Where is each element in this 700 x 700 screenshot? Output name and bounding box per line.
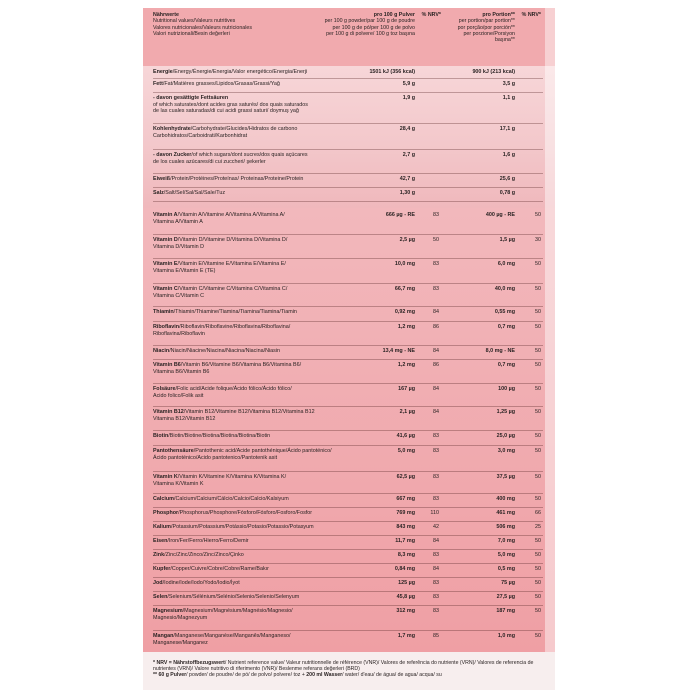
value-per-100g: 2,7 g [402, 152, 415, 158]
nutrient-name-line2: Acido folico/Folik asit [153, 392, 204, 399]
row-divider [153, 149, 543, 150]
nrv-column-gutter [545, 8, 555, 652]
nutrient-name-line2: Vitamina B12/Vitamin B12 [153, 415, 216, 422]
nutrient-name-bold: - davon Zucker [153, 152, 192, 158]
value-per-100g: 13,4 mg - NE [382, 348, 415, 354]
nutrient-name-translations: /Folic acid/Acide folique/Ácido fólico/Ácido fólico/ [175, 386, 292, 392]
nutrient-name-bold: Vitamin B6 [153, 362, 181, 368]
value-per-portion: 506 mg [496, 524, 515, 530]
nutrient-name [153, 152, 358, 165]
value-per-portion: 17,1 g [499, 126, 515, 132]
nutrient-name-line2: Vitamina B6/Vitamin B6 [153, 368, 210, 375]
nutrient-name [153, 580, 358, 587]
footnote-portion-label: ** 60 g Pulver [153, 672, 187, 679]
nrv-per-portion: 50 [535, 212, 541, 218]
nutrient-name-line2: Ácido pantoténico/Acido pantotenico/Pantotenik asit [153, 454, 278, 461]
value-per-portion: 0,5 mg [497, 566, 515, 572]
value-per-100g: 2,1 µg [399, 409, 415, 415]
nrv-per-portion: 50 [535, 362, 541, 368]
nutrient-name-line2: Vitamina K/Vitamin K [153, 480, 204, 487]
nutrient-name-translations: /Vitamin E/Vitamine E/Vitamina E/Vitamina E/ [177, 261, 286, 267]
nrv-per-portion: 50 [535, 633, 541, 639]
nrv-per-portion: 50 [535, 552, 541, 558]
nrv-per-100g: 84 [433, 309, 439, 315]
nutrient-name-line2: Vitamina C/Vitamin C [153, 292, 205, 299]
value-per-portion: 5,0 mg [497, 552, 515, 558]
nrv-per-100g: 83 [433, 496, 439, 502]
value-per-portion: 400 µg - RE [485, 212, 515, 218]
nutrient-name [153, 433, 358, 440]
nutrient-name-bold: Niacin [153, 348, 170, 354]
value-per-portion: 8,0 mg - NE [485, 348, 515, 354]
row-divider [153, 92, 543, 93]
nrv-per-100g: 84 [433, 348, 439, 354]
value-per-portion: 1,1 g [502, 95, 515, 101]
nutrient-name-line2: Vitamina A/Vitamin A [153, 218, 203, 225]
nutrient-name-bold: - davon gesättigte Fettsäuren [153, 95, 229, 101]
row-divider [153, 123, 543, 124]
nutrient-name-bold: Pantothensäure [153, 448, 194, 454]
nrv-per-100g: 84 [433, 538, 439, 544]
value-per-portion: 187 mg [496, 608, 515, 614]
value-per-portion: 40,0 mg [494, 286, 515, 292]
header-lang-1: Nutritional values/Valeurs nutritives [153, 18, 236, 25]
row-divider [153, 507, 543, 508]
nutrient-name [153, 538, 358, 545]
nrv-per-portion: 50 [535, 386, 541, 392]
value-per-100g: 2,5 µg [399, 237, 415, 243]
value-per-portion: 0,7 mg [497, 324, 515, 330]
value-per-portion: 7,0 mg [497, 538, 515, 544]
nrv-per-portion: 50 [535, 409, 541, 415]
header-per100-line3: per 100 g di polvere/ 100 g toz başına [326, 30, 415, 37]
row-divider [153, 359, 543, 360]
value-per-portion: 900 kJ (213 kcal) [472, 69, 515, 75]
nrv-per-100g: 83 [433, 212, 439, 218]
value-per-portion: 0,55 mg [494, 309, 515, 315]
nutrient-name-bold: Vitamin D [153, 237, 178, 243]
nutrient-name [153, 409, 358, 422]
row-divider [153, 173, 543, 174]
nutrient-name-bold: Phosphor [153, 510, 179, 516]
value-per-portion: 6,0 mg [497, 261, 515, 267]
nutrient-name [153, 81, 358, 88]
nutrient-name-translations: /Manganese/Manganèse/Manganês/Manganeso/ [173, 633, 291, 639]
nutrient-name-line2: Riboflavina/Riboflavin [153, 330, 205, 337]
nutrient-name [153, 566, 358, 573]
nutrient-name-bold: Energie [153, 69, 173, 75]
nutrient-name [153, 212, 358, 225]
header-lang-2: Valores nutricionales/Valeurs nutricionales [153, 24, 253, 31]
nutrient-name-bold: Kalium [153, 524, 171, 530]
nutrient-name-line2: Manganese/Manganez [153, 639, 208, 646]
header-title: Nährwerte [153, 12, 179, 18]
nutrient-name-line2: of which saturates/dont acides gras saturés/ dos quais saturados [153, 101, 308, 108]
nutrient-name-translations: /Copper/Cuivre/Cobre/Cobre/Rame/Bakır [170, 566, 269, 572]
nutrient-name-bold: Biotin [153, 433, 169, 439]
nutrient-name [153, 190, 358, 197]
nutrient-name [153, 261, 358, 274]
nutrient-name-translations: /Carbohydrate/Glucides/Hidratos de carbono [190, 126, 298, 132]
nutrient-name [153, 362, 358, 375]
row-divider [153, 234, 543, 235]
value-per-100g: 66,7 mg [394, 286, 415, 292]
row-divider [153, 406, 543, 407]
value-per-100g: 666 µg - RE [385, 212, 415, 218]
nutrient-name-bold: Salz [153, 190, 164, 196]
value-per-portion: 1,6 g [502, 152, 515, 158]
nrv-per-100g: 86 [433, 362, 439, 368]
value-per-portion: 37,5 µg [496, 474, 515, 480]
nutrient-name-bold: Vitamin A [153, 212, 178, 218]
nutrient-name-translations: /Selenium/Sélénium/Selénio/Selenio/Selenio/Selenyum [167, 594, 300, 600]
nrv-per-portion: 50 [535, 348, 541, 354]
nrv-per-portion: 50 [535, 594, 541, 600]
nutrient-name-bold: Riboflavin [153, 324, 180, 330]
nutrient-name-bold: Eisen [153, 538, 168, 544]
nrv-per-100g: 85 [433, 633, 439, 639]
nutrient-name-translations: /Vitamin D/Vitamine D/Vitamina D/Vitamina D/ [177, 237, 288, 243]
nutrient-name-bold: Fett [153, 81, 163, 87]
nutrient-name [153, 95, 358, 115]
value-per-100g: 843 mg [396, 524, 415, 530]
header-portion-line2: por porção/por porción** [457, 24, 515, 31]
nutrient-name-bold: Calcium [153, 496, 174, 502]
nutrient-name-translations: /Fat/Matières grasses/Lipidos/Grasas/Grassi/Yağ [162, 81, 280, 87]
value-per-portion: 400 mg [496, 496, 515, 502]
nrv-per-portion: 50 [535, 324, 541, 330]
row-divider [153, 563, 543, 564]
nrv-per-portion: 50 [535, 538, 541, 544]
footnote-portion-text: / powder/ de poudre/ de pó/ de polvo/ polvere/ toz + [186, 672, 307, 679]
nutrient-name-translations: /Thiamin/Thiamine/Tiamina/Tiamina/Tiamina/Tiamin [173, 309, 297, 315]
nutrient-name-bold: Jod [153, 580, 163, 586]
value-per-100g: 45,8 µg [396, 594, 415, 600]
value-per-100g: 667 mg [396, 496, 415, 502]
value-per-100g: 1,30 g [399, 190, 415, 196]
nutrient-name-bold: Eiweiß [153, 176, 171, 182]
nrv-per-portion: 50 [535, 580, 541, 586]
value-per-100g: 1,7 mg [397, 633, 415, 639]
footnote-nrv-label: * NRV = Nährstoffbezugswert [153, 660, 225, 666]
value-per-portion: 1,5 µg [499, 237, 515, 243]
nrv-per-100g: 42 [433, 524, 439, 530]
nrv-per-100g: 83 [433, 594, 439, 600]
nutrient-name [153, 510, 358, 517]
nutrient-name-line2: Vitamina E/Vitamin E (TE) [153, 267, 216, 274]
nrv-per-portion: 50 [535, 566, 541, 572]
footnote-water-text: / water/ d'eau/ de água/ de agua/ acqua/ su [342, 672, 442, 679]
value-per-portion: 461 mg [496, 510, 515, 516]
header-portion-line3: per porzione/Porsiyon başına** [463, 30, 515, 44]
nrv-per-portion: 50 [535, 608, 541, 614]
nutrient-name [153, 126, 358, 139]
value-per-100g: 312 mg [396, 608, 415, 614]
nrv-per-100g: 86 [433, 324, 439, 330]
nrv-per-100g: 50 [433, 237, 439, 243]
nutrient-name-translations: /Pantothenic acid/Acide pantothénique/Ácido pantoténico/ [193, 448, 332, 454]
nrv-per-100g: 83 [433, 261, 439, 267]
nutrient-name-bold: Kupfer [153, 566, 171, 572]
value-per-100g: 769 mg [396, 510, 415, 516]
nrv-per-100g: 84 [433, 386, 439, 392]
nrv-per-portion: 66 [535, 510, 541, 516]
value-per-100g: 28,4 g [399, 126, 415, 132]
nutrient-name-bold: Selen [153, 594, 168, 600]
nutrient-name-bold: Mangan [153, 633, 174, 639]
value-per-portion: 0,78 g [499, 190, 515, 196]
nutrient-name-translations: /Niacin/Niacine/Niacina/Niacina/Niacina/Niasin [169, 348, 281, 354]
value-per-portion: 1,0 mg [497, 633, 515, 639]
row-divider [153, 493, 543, 494]
nutrient-name-translations: /Energy/Énergie/Energia/Valor energético/Energia/Enerji [172, 69, 308, 75]
nutrient-name-translations: /Iodine/Iode/Iodo/Yodo/Iodio/İyot [162, 580, 240, 586]
nrv-per-100g: 83 [433, 433, 439, 439]
value-per-100g: 5,0 mg [397, 448, 415, 454]
nutrient-name [153, 69, 358, 76]
nutrient-name-translations: /Iron/Fer/Ferro/Hierro/Ferro/Demir [167, 538, 249, 544]
row-divider [153, 591, 543, 592]
nutrient-name-translations: /Phosphorus/Phosphore/Fósforo/Fósforo/Fosforo/Fosfor [178, 510, 313, 516]
value-per-100g: 0,92 mg [394, 309, 415, 315]
nutrient-name [153, 237, 358, 250]
row-divider [153, 445, 543, 446]
nutrient-name [153, 496, 358, 503]
nrv-per-100g: 83 [433, 580, 439, 586]
row-divider [153, 535, 543, 536]
nrv-per-portion: 30 [535, 237, 541, 243]
row-divider [153, 521, 543, 522]
nutrient-name [153, 448, 358, 461]
header-portion: pro Portion** [482, 12, 515, 18]
header-portion-line1: per portion/par portion** [458, 18, 515, 25]
nutrient-name-translations: /Zinc/Zinc/Zinco/Zinc/Zinco/Çinko [164, 552, 244, 558]
nrv-per-100g: 83 [433, 286, 439, 292]
footnotes [153, 660, 543, 679]
nutrient-name-translations: /Riboflavin/Riboflavine/Riboflavina/Riboflavina/ [179, 324, 291, 330]
value-per-portion: 3,0 mg [497, 448, 515, 454]
row-divider [153, 306, 543, 307]
nutrient-name-line2: de los cuales azúcares/di cui zuccheri/ şekerler [153, 158, 266, 165]
nutrient-name [153, 286, 358, 299]
nutrient-name-translations: /of which sugars/dont sucres/dos quais açúcares [191, 152, 308, 158]
nrv-per-portion: 50 [535, 286, 541, 292]
nutrient-name [153, 633, 358, 646]
nutrient-name-translations: /Magnesium/Magnésium/Magnésio/Magnesio/ [182, 608, 293, 614]
nutrient-name-translations: /Vitamin C/Vitamine C/Vitamina C/Vitamina C/ [177, 286, 288, 292]
footnote-water-label: 200 ml Wasser [306, 672, 343, 679]
value-per-portion: 0,7 mg [497, 362, 515, 368]
nutrient-name-line2: Magnesio/Magnezyum [153, 614, 208, 621]
value-per-100g: 1,2 mg [397, 324, 415, 330]
row-divider [153, 471, 543, 472]
row-divider [153, 187, 543, 188]
row-divider [153, 283, 543, 284]
footnote-nrv-text: / Nutrient reference value/ Valeur nutritionnelle de référence (VNR)/ Valores de referência do nutriente (VRN)/ Valores de referencia de nutrientes (VRN)/ Valore nutritivo di riferimento (VNR)/ Beslenme referans değerleri (BRD) [153, 660, 534, 673]
nrv-per-portion: 25 [535, 524, 541, 530]
row-divider [153, 630, 543, 631]
nutrient-name-translations: /Potassium/Potassium/Potássio/Potasio/Potassio/Potasyum [170, 524, 314, 530]
value-per-100g: 42,7 g [399, 176, 415, 182]
nutrient-name-translations: /Vitamin B12/Vitamine B12/Vitamina B12/Vitamina B12 [183, 409, 315, 415]
value-per-portion: 1,25 µg [496, 409, 515, 415]
nutrient-name-line2: Carbohidratos/Carboidrati/Karbonhidrat [153, 132, 248, 139]
nrv-per-portion: 50 [535, 261, 541, 267]
value-per-100g: 125 µg [398, 580, 415, 586]
value-per-100g: 10,0 mg [394, 261, 415, 267]
value-per-100g: 5,9 g [402, 81, 415, 87]
header-nrv-portion: % NRV* [521, 12, 541, 18]
nutrient-name-bold: Vitamin K [153, 474, 178, 480]
nrv-per-100g: 83 [433, 552, 439, 558]
value-per-portion: 27,5 µg [496, 594, 515, 600]
nutrient-name-line3: de las cuales saturadas/di cui acidi grassi saturi/ doymuş yağ [153, 108, 299, 115]
nutrient-name-bold: Kohlenhydrate [153, 126, 191, 132]
nutrient-name-bold: Vitamin C [153, 286, 178, 292]
nutrient-name [153, 348, 358, 355]
nutrient-name [153, 176, 358, 183]
nrv-per-100g: 83 [433, 448, 439, 454]
nrv-per-100g: 84 [433, 409, 439, 415]
nutrient-name-translations: /Vitamin A/Vitamine A/Vitamina A/Vitamina A/ [177, 212, 285, 218]
nutrient-name [153, 474, 358, 487]
nrv-per-portion: 50 [535, 496, 541, 502]
nrv-per-portion: 50 [535, 448, 541, 454]
value-per-100g: 1,9 g [402, 95, 415, 101]
value-per-portion: 25,6 g [499, 176, 515, 182]
nutrient-name [153, 594, 358, 601]
nrv-per-portion: 50 [535, 474, 541, 480]
row-divider [153, 577, 543, 578]
value-per-portion: 3,5 g [502, 81, 515, 87]
row-divider [153, 549, 543, 550]
header-nrv: % NRV* [421, 12, 441, 18]
nrv-per-100g: 110 [430, 510, 439, 516]
nutrient-name-bold: Magnesium [153, 608, 183, 614]
header-per100-line2: per 100 g de pó/per 100 g de polvo [332, 24, 415, 31]
nutrient-name-translations: /Vitamin K/Vitamine K/Vitamina K/Vitamina K/ [177, 474, 287, 480]
nutrient-name [153, 524, 358, 531]
nutrient-name-translations: /Protein/Protéines/Proteínas/ Proteinas/Proteine/Protein [170, 176, 304, 182]
value-per-100g: 1,2 mg [397, 362, 415, 368]
nrv-per-100g: 84 [433, 566, 439, 572]
row-divider [153, 605, 543, 606]
row-divider [153, 345, 543, 346]
nutrient-name-bold: Thiamin [153, 309, 174, 315]
value-per-100g: 1501 kJ (356 kcal) [369, 69, 415, 75]
value-per-100g: 8,3 mg [397, 552, 415, 558]
nutrient-name-translations: /Salt/Sel/Sal/Sal/Sale/Tuz [163, 190, 226, 196]
value-per-100g: 62,5 µg [396, 474, 415, 480]
nrv-per-100g: 83 [433, 474, 439, 480]
row-divider [153, 258, 543, 259]
nutrient-name-bold: Vitamin B12 [153, 409, 184, 415]
nrv-per-portion: 50 [535, 309, 541, 315]
header-per100: pro 100 g Pulver [373, 12, 415, 18]
header-per100-line1: per 100 g powder/par 100 g de poudre [324, 18, 415, 25]
value-per-portion: 100 µg [498, 386, 515, 392]
nutrient-name [153, 552, 358, 559]
value-per-100g: 11,7 mg [395, 538, 415, 544]
row-divider [153, 78, 543, 79]
nutrient-name [153, 608, 358, 621]
value-per-100g: 0,84 mg [394, 566, 415, 572]
nutrient-name-line2: Vitamina D/Vitamin D [153, 243, 205, 250]
nrv-per-portion: 50 [535, 433, 541, 439]
value-per-100g: 41,6 µg [396, 433, 415, 439]
nutrient-name [153, 309, 358, 316]
nutrient-name-translations: /Vitamin B6/Vitamine B6/Vitamina B6/Vitamina B6/ [180, 362, 302, 368]
nutrient-name-bold: Folsäure [153, 386, 176, 392]
value-per-portion: 75 µg [501, 580, 515, 586]
nutrient-name-bold: Zink [153, 552, 165, 558]
row-divider [153, 321, 543, 322]
value-per-100g: 167 µg [398, 386, 415, 392]
row-divider [153, 383, 543, 384]
nutrient-name [153, 324, 358, 337]
nutrient-name [153, 386, 358, 399]
nutrient-name-bold: Vitamin E [153, 261, 178, 267]
row-divider [153, 430, 543, 431]
nutrient-name-translations: /Calcium/Calcium/Cálcio/Calcio/Calcio/Kalsiyum [173, 496, 289, 502]
nrv-per-100g: 83 [433, 608, 439, 614]
row-divider [153, 201, 543, 202]
nutrient-name-translations: /Biotin/Biotine/Biotina/Biotina/Biotina/Biotin [168, 433, 271, 439]
header-lang-3: Valori nutrizionali/Besin değerleri [153, 30, 230, 37]
value-per-portion: 25,0 µg [496, 433, 515, 439]
